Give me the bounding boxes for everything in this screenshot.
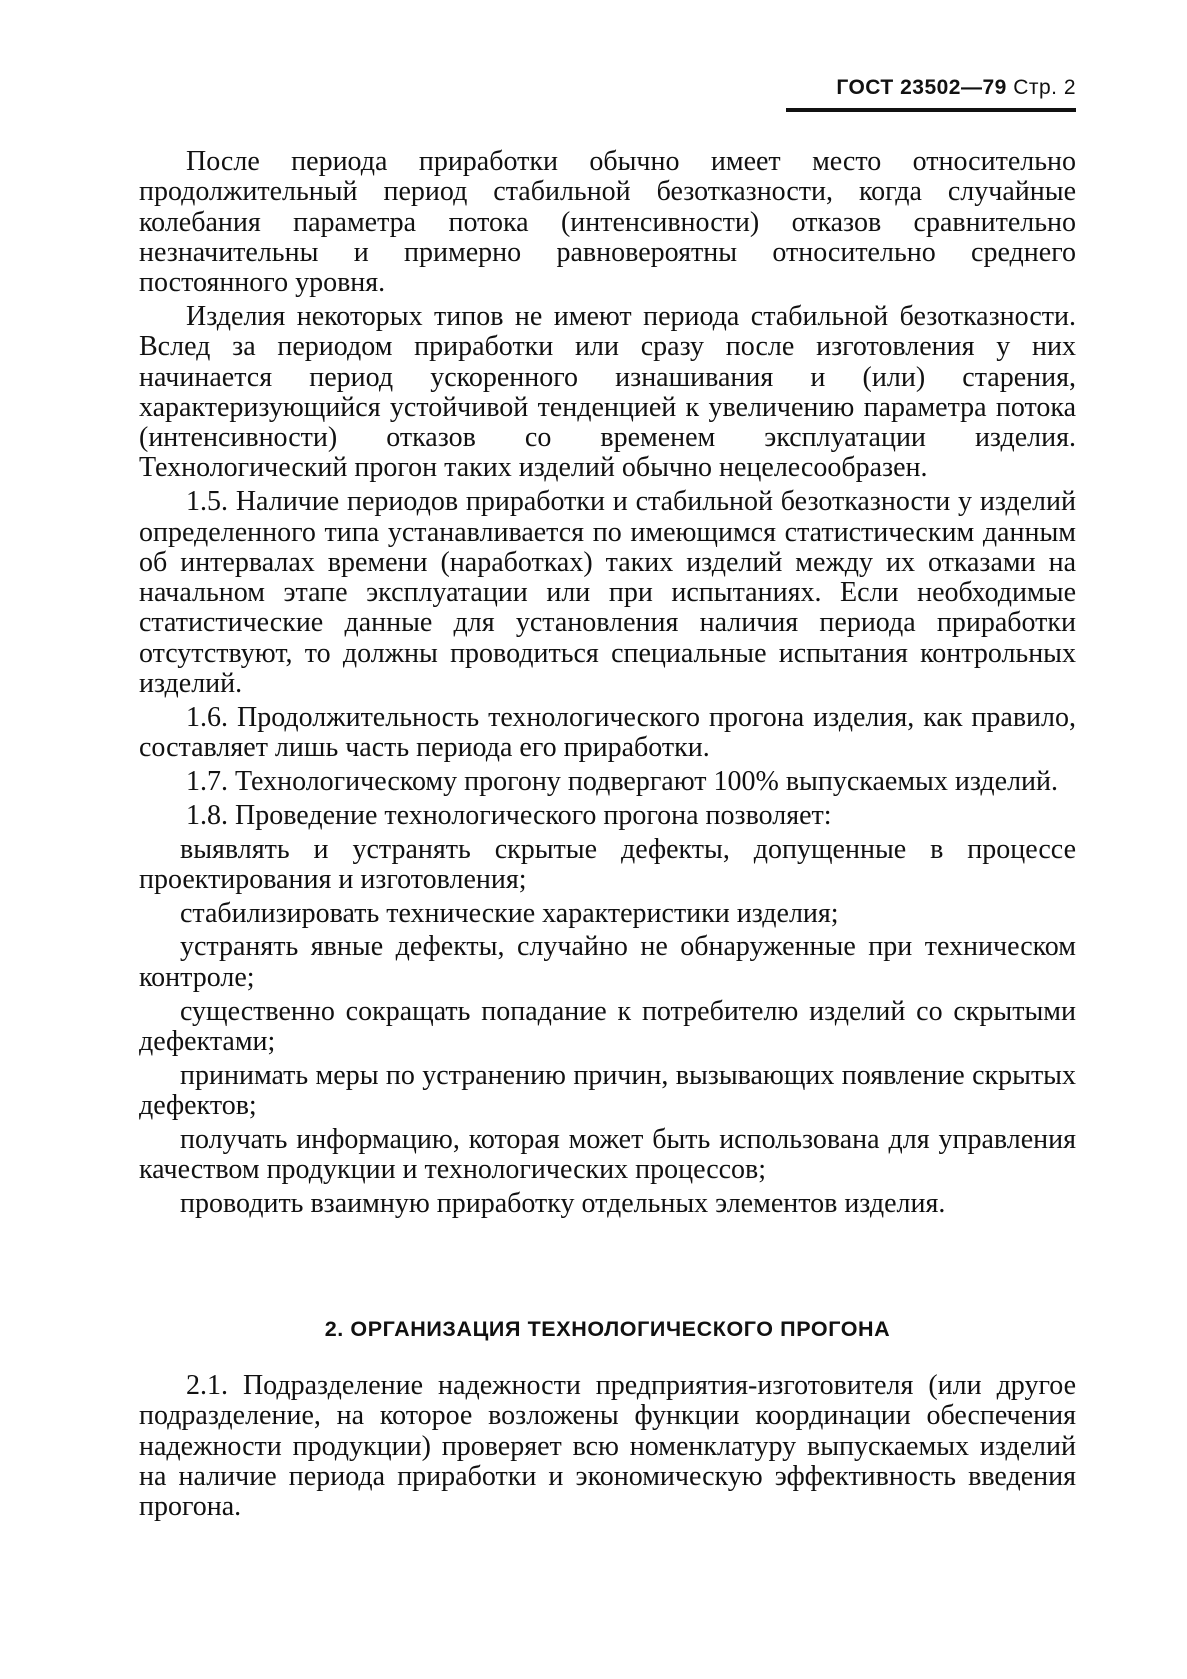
list-item: выявлять и устранять скрытые дефекты, допущенные в процессе проектирования и изготовления; xyxy=(139,833,1076,895)
paragraph-1-8: 1.8. Проведение технологического прогона позволяет: xyxy=(186,799,832,831)
page-header xyxy=(786,76,1076,100)
paragraph: После периода приработки обычно имеет место относительно продолжительный период стабильной безотказности, когда случайные колебания параметра потока (интенсивности) отказов сравнительно незначительны и примерно равновероятны относительно среднего постоянного уровня. xyxy=(139,146,1076,299)
list-item: стабилизировать технические характеристики изделия; xyxy=(180,897,839,929)
paragraph-1-5: 1.5. Наличие периодов приработки и стабильной безотказности у изделий определенного типа устанавливается по имеющимся статистическим данным об интервалах времени (наработках) таких изделий между их отказами на начальном этапе эксплуатации или при испытаниях. Если необходимые статистические данные для установления наличия периода приработки отсутствуют, то должны проводиться специальные испытания контрольных изделий. xyxy=(139,486,1076,700)
paragraph-1-6: 1.6. Продолжительность технологического прогона изделия, как правило, составляет лишь часть периода его приработки. xyxy=(139,701,1076,764)
list-item: получать информацию, которая может быть использована для управления качеством продукции и технологических процессов; xyxy=(139,1123,1076,1185)
list-item: устранять явные дефекты, случайно не обнаруженные при техническом контроле; xyxy=(139,931,1076,993)
list-item: принимать меры по устранению причин, вызывающих появление скрытых дефектов; xyxy=(139,1059,1076,1121)
list-item: существенно сокращать попадание к потребителю изделий со скрытыми дефектами; xyxy=(139,995,1076,1057)
list-item: проводить взаимную приработку отдельных элементов изделия. xyxy=(180,1187,946,1219)
paragraph: Изделия некоторых типов не имеют периода стабильной безотказности. Вслед за периодом приработки или сразу после изготовления у них начинается период ускоренного изнашивания и (или) старения, характеризующийся устойчивой тенденцией к увеличению параметра потока (интенсивности) отказов со временем эксплуатации изделия. Технологический прогон таких изделий обычно нецелесообразен. xyxy=(139,300,1076,484)
section-heading: 2. ОРГАНИЗАЦИЯ ТЕХНОЛОГИЧЕСКОГО ПРОГОНА xyxy=(324,1317,891,1341)
paragraph-2-1: 2.1. Подразделение надежности предприятия-изготовителя (или другое подразделение, на которое возложены функции координации обеспечения надежности продукции) проверяет всю номенклатуру выпускаемых изделий на наличие периода приработки и экономическую эффективность введения прогона. xyxy=(139,1370,1076,1523)
standard-number: ГОСТ 23502—79 xyxy=(836,76,1007,99)
main-text xyxy=(139,147,1076,1223)
header-rule xyxy=(786,108,1076,112)
page-number: Стр. 2 xyxy=(1013,76,1076,99)
paragraph-1-7: 1.7. Технологическому прогону подвергают 100% выпускаемых изделий. xyxy=(186,765,1059,797)
section-text xyxy=(139,1371,1076,1522)
